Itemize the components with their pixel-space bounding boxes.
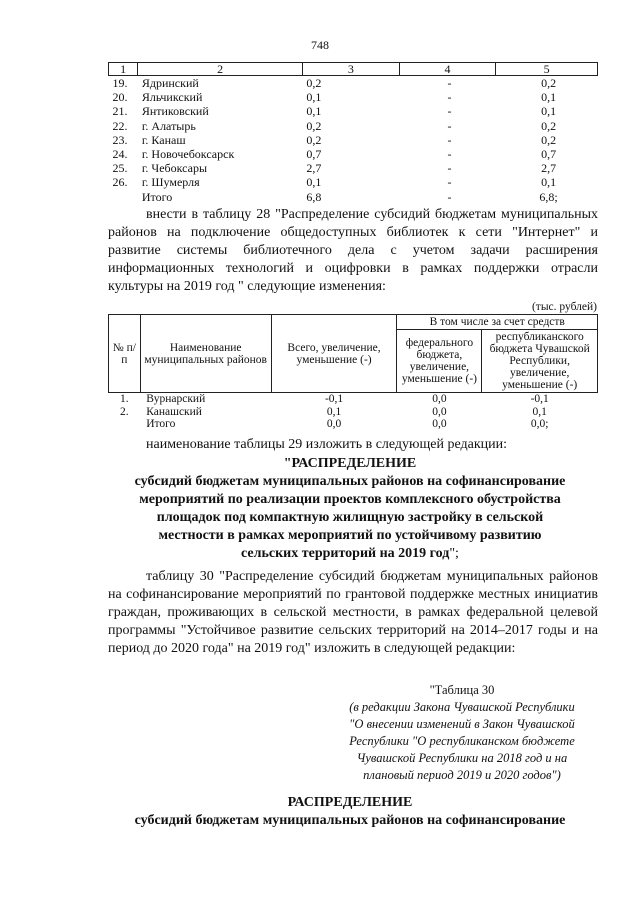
row-republic: 0,1 — [541, 175, 557, 190]
row-number: 24. — [112, 147, 128, 162]
row-number: 21. — [112, 104, 128, 119]
row-federal: 0,0 — [432, 418, 447, 431]
heading-line: сельских территорий на 2019 год — [241, 546, 450, 561]
row-federal: - — [447, 161, 452, 176]
row-name: г. Алатырь — [141, 118, 196, 133]
table-row — [109, 76, 598, 91]
row-federal: - — [447, 90, 452, 105]
table-row — [109, 393, 598, 406]
col-header-group: В том числе за счет средств — [397, 315, 598, 330]
row-name: г. Чебоксары — [141, 161, 208, 176]
row-name: Итого — [141, 189, 173, 204]
row-federal: 0,0 — [432, 393, 447, 405]
header-cell: 5 — [496, 63, 598, 76]
row-republic: 0,2 — [541, 132, 557, 147]
row-federal: - — [447, 147, 452, 162]
row-total: -0,1 — [324, 393, 344, 405]
table-label: "Таблица 30 — [429, 683, 495, 697]
row-total: 0,2 — [306, 118, 322, 133]
table-row — [109, 104, 598, 118]
table-body — [109, 393, 598, 431]
header-cell: 2 — [138, 63, 303, 76]
row-total: 0,1 — [326, 405, 342, 418]
note-line: "О внесении изменений в Закон Чувашской — [349, 717, 575, 731]
row-number: 22. — [112, 118, 128, 133]
heading-line: РАСПРЕДЕЛЕНИЕ — [287, 795, 413, 810]
row-republic: 0,2 — [541, 76, 557, 90]
table-row — [109, 175, 598, 189]
heading-line: субсидий бюджетам муниципальных районов на софинансирование — [134, 813, 566, 828]
note-line: (в редакции Закона Чувашской Республики — [349, 700, 575, 714]
col-header-federal: федерального бюджета, увеличение, уменьшение (-) — [397, 330, 482, 393]
heading-line: площадок под компактную жилищную застройку в сельской — [156, 510, 544, 525]
units-label: (тыс. рублей) — [531, 301, 597, 313]
header-cell: 1 — [109, 63, 138, 76]
table-header-row — [109, 63, 598, 76]
row-name: Вурнарский — [146, 393, 206, 405]
row-name: г. Канаш — [141, 132, 186, 147]
row-republic: 0,1 — [541, 104, 557, 119]
row-republic: 0,0; — [530, 418, 549, 431]
row-number — [109, 190, 138, 204]
row-republic: -0,1 — [530, 393, 549, 405]
table-row — [109, 406, 598, 419]
col-header-name: Наименование муниципальных районов — [140, 315, 271, 393]
row-total: 0,1 — [306, 104, 322, 119]
row-number: 2. — [120, 405, 129, 418]
row-name: Ядринский — [141, 76, 199, 90]
row-number: 23. — [112, 132, 128, 147]
row-name: Яльчикский — [141, 90, 203, 105]
note-line: плановый период 2019 и 2020 годов") — [363, 768, 561, 782]
heading-table29 — [100, 455, 600, 563]
row-federal: - — [447, 76, 452, 90]
page-number: 748 — [311, 38, 329, 52]
row-federal: - — [447, 132, 452, 147]
table-row — [109, 90, 598, 104]
paragraph-text: наименование таблицы 29 изложить в следующей редакции: — [146, 437, 508, 452]
row-number: 26. — [112, 175, 128, 190]
heading-line: субсидий бюджетам муниципальных районов на софинансирование — [134, 474, 566, 489]
paragraph-text: таблицу 30 "Распределение субсидий бюджетам муниципальных районов на софинансирование мероприятий по грантовой поддержке местных инициатив граждан, проживающих в сельской местности, в рамках федеральной целевой программы "Устойчивое развитие сельских территорий на 2014–2017 годы и на период до 2020 года" на 2019 год" изложить в следующей редакции: — [108, 569, 598, 656]
row-number: 25. — [112, 161, 128, 176]
heading-line: местности в рамках мероприятий по устойчивому развитию — [158, 528, 542, 543]
row-name: Янтиковский — [141, 104, 209, 119]
row-federal: - — [447, 189, 452, 204]
table-row — [109, 190, 598, 204]
heading-table30 — [100, 794, 600, 830]
paragraph-text: внести в таблицу 28 "Распределение субсидий бюджетам муниципальных районов на подключение общедоступных библиотек к сети "Интернет" и развитие системы библиотечного дела с учетом задачи расширения информационных технологий и оцифровки в рамках поддержки отрасли культуры на 2019 год " следующие изменения: — [108, 207, 598, 294]
paragraph-table30 — [108, 568, 598, 658]
paragraph-table29 — [108, 436, 598, 454]
table-note — [327, 682, 597, 784]
row-republic: 0,1 — [532, 405, 547, 418]
heading-line: "РАСПРЕДЕЛЕНИЕ — [283, 456, 417, 471]
row-number — [109, 418, 141, 431]
row-total: 0,1 — [306, 175, 322, 190]
row-federal: - — [447, 118, 452, 133]
row-republic: 2,7 — [541, 161, 557, 176]
table-row — [109, 161, 598, 175]
table-row — [109, 133, 598, 147]
heading-suffix: "; — [449, 546, 459, 561]
row-republic: 0,7 — [541, 147, 557, 162]
table-row — [109, 119, 598, 133]
table-row — [109, 418, 598, 431]
row-total: 0,1 — [306, 90, 322, 105]
col-header-republic: республиканского бюджета Чувашской Республики, увеличение, уменьшение (-) — [482, 330, 598, 393]
heading-line: мероприятий по реализации проектов комплексного обустройства — [139, 492, 561, 507]
row-name: г. Шумерля — [141, 175, 200, 190]
row-number: 20. — [112, 90, 128, 105]
row-number: 1. — [120, 393, 129, 405]
paragraph-table28 — [108, 206, 598, 296]
row-republic: 0,2 — [541, 118, 557, 133]
row-number: 19. — [112, 76, 128, 90]
row-name: Канашский — [146, 405, 202, 418]
note-line: Республики "О республиканском бюджете — [349, 734, 575, 748]
note-line: Чувашской Республики на 2018 год и на — [356, 751, 568, 765]
col-header-total: Всего, увеличение, уменьшение (-) — [271, 315, 397, 393]
row-federal: 0,0 — [432, 405, 447, 418]
row-total: 0,2 — [306, 132, 322, 147]
row-total: 0,0 — [326, 418, 342, 431]
row-federal: - — [447, 175, 452, 190]
table-body — [109, 76, 598, 204]
row-name: г. Новочебоксарск — [141, 147, 235, 162]
header-cell: 4 — [399, 63, 495, 76]
row-total: 0,7 — [306, 147, 322, 162]
row-republic: 6,8; — [539, 189, 558, 204]
continued-table — [108, 62, 598, 204]
header-cell: 3 — [302, 63, 399, 76]
row-republic: 0,1 — [541, 90, 557, 105]
table-row — [109, 147, 598, 161]
row-total: 2,7 — [306, 161, 322, 176]
row-total: 0,2 — [306, 76, 322, 90]
col-header-number: № п/п — [109, 315, 141, 393]
row-federal: - — [447, 104, 452, 119]
changes-table — [108, 314, 598, 431]
row-total: 6,8 — [306, 189, 322, 204]
row-name: Итого — [146, 418, 176, 431]
